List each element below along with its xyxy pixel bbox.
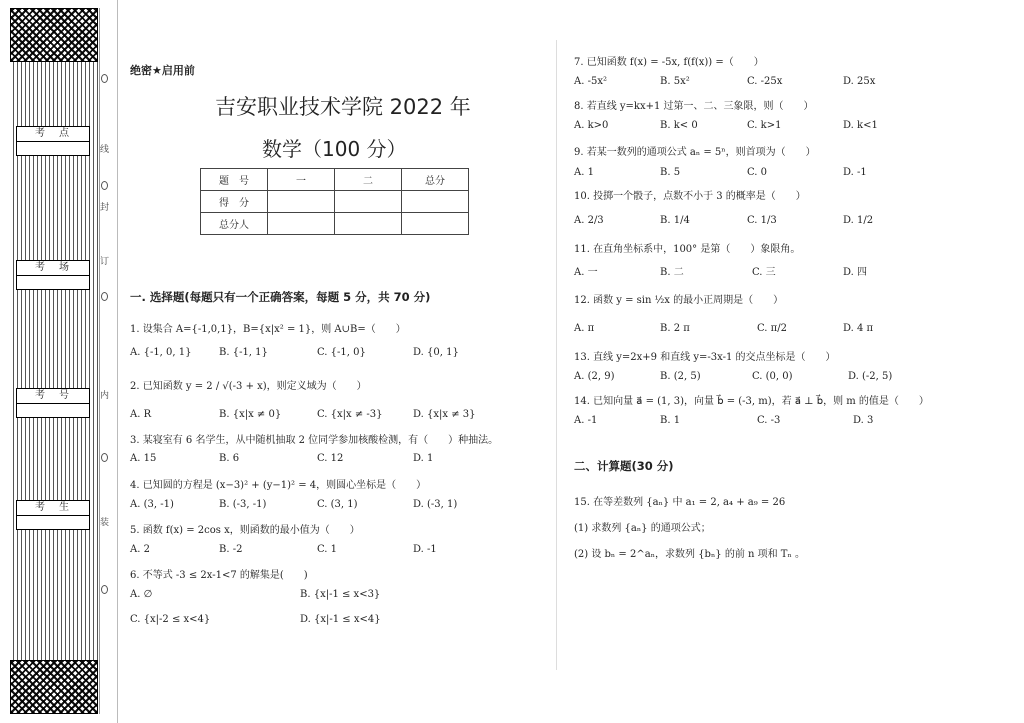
question-stem: 1. 设集合 A={-1,0,1}，B={x|x² = 1}，则 A∪B=（ ） <box>130 324 406 335</box>
question-stem: 11. 在直角坐标系中，100° 是第（ ）象限角。 <box>574 244 801 255</box>
score-cell <box>268 191 335 213</box>
field-label: 考场 <box>17 261 89 276</box>
question-stem: 7. 已知函数 f(x) = -5x, f(f(x)) =（ ） <box>574 57 764 68</box>
question-option: A. 2 <box>130 544 150 555</box>
school-title: 吉安职业技术学院 2022 年 <box>215 95 471 119</box>
field-label: 考生 <box>17 501 89 516</box>
field-exam-number <box>16 388 90 418</box>
question-option: D. -1 <box>843 167 867 178</box>
question-option: A. π <box>574 323 595 334</box>
score-table-header: 二 <box>335 169 402 191</box>
question-option: A. R <box>130 409 152 420</box>
question-option: D. 4 π <box>843 323 874 334</box>
question-option: A. (2, 9) <box>574 371 615 382</box>
question-option: C. 三 <box>752 267 776 278</box>
score-row-label: 总分人 <box>201 213 268 235</box>
question-stem: 13. 直线 y=2x+9 和直线 y=-3x-1 的交点坐标是（ ） <box>574 352 836 363</box>
score-table-header: 题 号 <box>201 169 268 191</box>
question-option: C. π/2 <box>757 323 787 334</box>
punch-hole <box>101 292 108 301</box>
question-option: D. 25x <box>843 76 876 87</box>
question-option: B. 1 <box>660 415 681 426</box>
punch-hole <box>101 453 108 462</box>
edge-char: 订 <box>100 257 110 267</box>
question-option: B. 5 <box>660 167 681 178</box>
section-2-title: 二、计算题(30 分) <box>574 459 674 473</box>
question-option: C. {-1, 0} <box>317 347 366 358</box>
question-stem: 3. 某寝室有 6 名学生，从中随机抽取 2 位同学参加核酸检测，有（ ）种抽法。 <box>130 435 499 446</box>
field-label: 考号 <box>17 389 89 404</box>
punch-hole <box>101 585 108 594</box>
question-option: B. {x|x ≠ 0} <box>219 409 282 420</box>
score-table-header: 总分 <box>402 169 469 191</box>
question-option: B. {x|-1 ≤ x<3} <box>300 589 381 600</box>
question-option: C. k>1 <box>747 120 782 131</box>
question-option: B. k< 0 <box>660 120 698 131</box>
question-stem: 5. 函数 f(x) = 2cos x，则函数的最小值为（ ） <box>130 525 360 536</box>
hatch-pattern-top <box>10 8 98 62</box>
score-cell <box>402 213 469 235</box>
question-option: B. 二 <box>660 267 684 278</box>
punch-hole <box>101 74 108 83</box>
fold-line <box>117 0 118 723</box>
edge-char: 线 <box>100 145 110 155</box>
question-15-part-2: (2) 设 bₙ = 2^aₙ，求数列 {bₙ} 的前 n 项和 Tₙ 。 <box>574 549 805 560</box>
question-option: C. 0 <box>747 167 768 178</box>
subject-title: 数学（100 分） <box>262 137 407 161</box>
question-15-part-1: (1) 求数列 {aₙ} 的通项公式； <box>574 523 711 534</box>
question-option: C. 12 <box>317 453 344 464</box>
question-option: B. -2 <box>219 544 243 555</box>
question-option: A. (3, -1) <box>130 499 174 510</box>
question-option: A. 2/3 <box>574 215 604 226</box>
binding-strip <box>10 8 98 714</box>
score-cell <box>335 191 402 213</box>
field-student <box>16 500 90 530</box>
question-option: C. {x|-2 ≤ x<4} <box>130 614 211 625</box>
question-option: D. {x|x ≠ 3} <box>413 409 476 420</box>
edge-char: 内 <box>100 391 110 401</box>
question-option: B. 6 <box>219 453 240 464</box>
score-row-label: 得 分 <box>201 191 268 213</box>
question-option: A. 15 <box>130 453 157 464</box>
question-option: C. {x|x ≠ -3} <box>317 409 383 420</box>
score-cell <box>268 213 335 235</box>
question-option: D. k<1 <box>843 120 878 131</box>
section-1-title: 一. 选择题(每题只有一个正确答案，每题 5 分，共 70 分) <box>130 290 431 304</box>
field-exam-site <box>16 126 90 156</box>
score-cell <box>402 191 469 213</box>
question-stem: 10. 投掷一个骰子，点数不小于 3 的概率是（ ） <box>574 191 806 202</box>
question-option: C. (0, 0) <box>752 371 793 382</box>
score-table <box>200 168 469 235</box>
hatch-pattern-bottom <box>10 660 98 714</box>
question-option: D. -1 <box>413 544 437 555</box>
question-option: C. 1/3 <box>747 215 777 226</box>
question-option: B. 1/4 <box>660 215 690 226</box>
field-label: 考点 <box>17 127 89 142</box>
question-option: A. ∅ <box>130 589 153 600</box>
question-option: C. (3, 1) <box>317 499 358 510</box>
question-stem: 2. 已知函数 y = 2 / √(-3 + x)，则定义域为（ ） <box>130 381 367 392</box>
question-15-stem: 15. 在等差数列 {aₙ} 中 a₁ = 2, a₄ + a₉ = 26 <box>574 497 786 508</box>
question-option: D. 四 <box>843 267 868 278</box>
question-option: B. 5x² <box>660 76 690 87</box>
question-option: D. {x|-1 ≤ x<4} <box>300 614 381 625</box>
question-stem: 9. 若某一数列的通项公式 aₙ = 5ⁿ，则首项为（ ） <box>574 147 816 158</box>
question-option: D. 3 <box>853 415 874 426</box>
question-option: D. 1/2 <box>843 215 874 226</box>
question-stem: 6. 不等式 -3 ≤ 2x-1<7 的解集是( ) <box>130 570 308 581</box>
question-option: B. {-1, 1} <box>219 347 268 358</box>
question-option: A. {-1, 0, 1} <box>130 347 192 358</box>
question-stem: 8. 若直线 y=kx+1 过第一、二、三象限，则（ ） <box>574 101 814 112</box>
question-option: A. 1 <box>574 167 594 178</box>
question-option: C. -3 <box>757 415 781 426</box>
binding-edge <box>99 8 110 714</box>
question-option: D. 1 <box>413 453 434 464</box>
edge-char: 装 <box>100 518 110 528</box>
question-stem: 14. 已知向量 a⃗ = (1, 3)，向量 b⃗ = (-3, m)，若 a⃗ ⊥ b⃗，则 m 的值是（ ） <box>574 396 929 407</box>
field-exam-room <box>16 260 90 290</box>
edge-char: 封 <box>100 203 110 213</box>
question-stem: 4. 已知圆的方程是 (x−3)² + (y−1)² = 4，则圆心坐标是（ ） <box>130 480 427 491</box>
score-cell <box>335 213 402 235</box>
question-option: C. -25x <box>747 76 783 87</box>
question-option: A. -5x² <box>574 76 607 87</box>
question-option: B. (-3, -1) <box>219 499 267 510</box>
punch-hole <box>101 181 108 190</box>
score-table-header: 一 <box>268 169 335 191</box>
question-option: A. k>0 <box>574 120 609 131</box>
question-stem: 12. 函数 y = sin ½x 的最小正周期是（ ） <box>574 295 784 306</box>
column-divider <box>556 40 557 670</box>
question-option: D. (-2, 5) <box>848 371 893 382</box>
secret-label: 绝密★启用前 <box>130 64 195 77</box>
question-option: A. 一 <box>574 267 598 278</box>
question-option: D. {0, 1} <box>413 347 459 358</box>
question-option: B. (2, 5) <box>660 371 701 382</box>
question-option: B. 2 π <box>660 323 690 334</box>
question-option: A. -1 <box>574 415 598 426</box>
question-option: C. 1 <box>317 544 338 555</box>
question-option: D. (-3, 1) <box>413 499 458 510</box>
